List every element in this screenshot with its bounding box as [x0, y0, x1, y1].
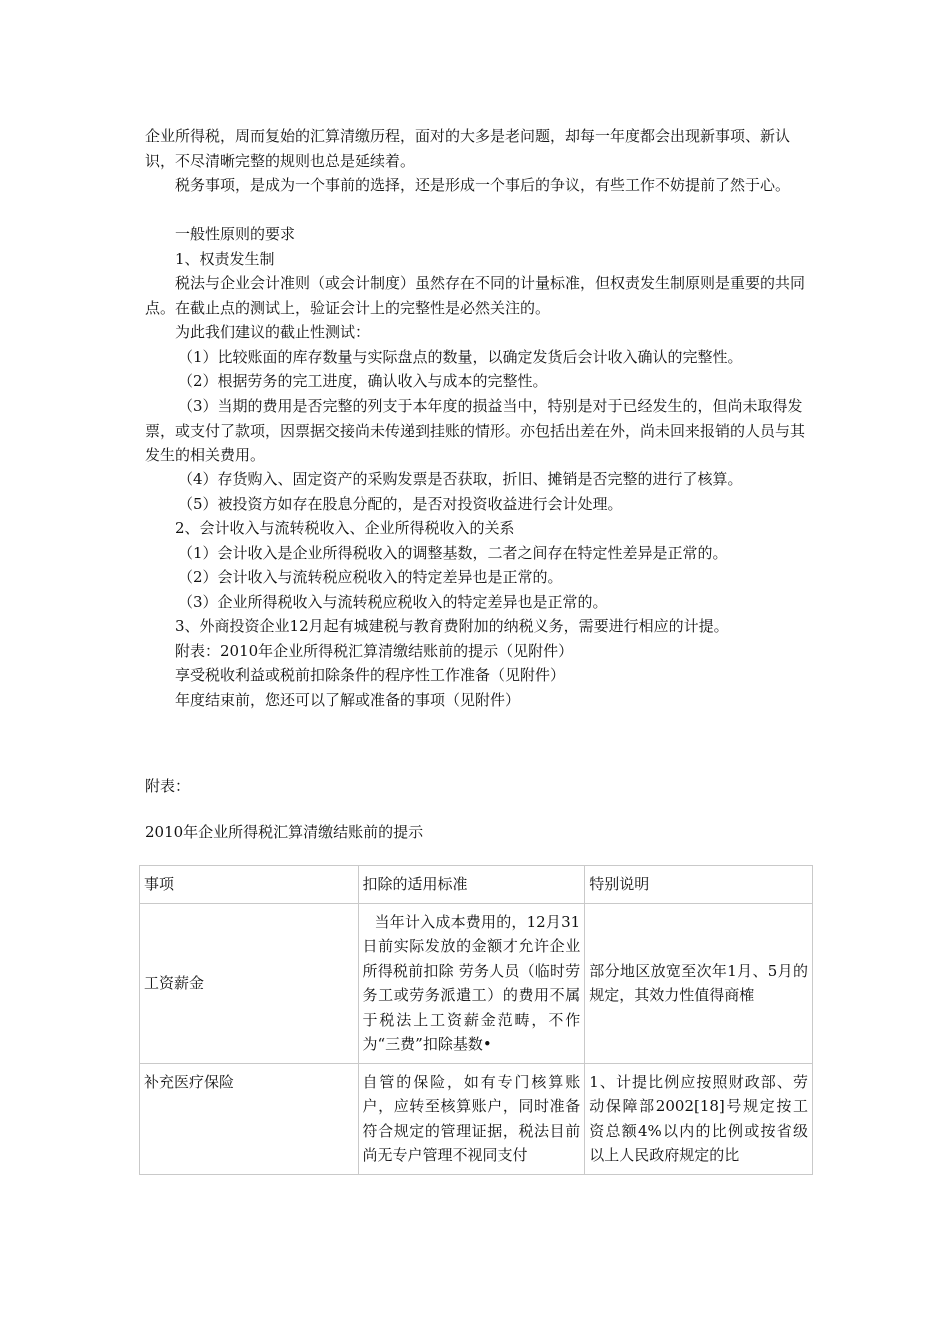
table-cell-item: 补充医疗保险 [140, 1063, 359, 1174]
list-item: （1）会计收入是企业所得税收入的调整基数，二者之间存在特定性差异是正常的。 [178, 544, 728, 562]
table-header-cell: 扣除的适用标准 [358, 866, 585, 904]
body-paragraph: 税法与企业会计准则（或会计制度）虽然存在不同的计量标准，但权责发生制原则是重要的共同点。在截止点的测试上，验证会计上的完整性是必然关注的。 [145, 274, 806, 317]
table-cell-standard: 自管的保险，如有专门核算账户，应转至核算账户，同时准备符合规定的管理证据，税法目前尚无专户管理不视同支付 [358, 1063, 585, 1174]
intro-paragraph: 企业所得税，周而复始的汇算清缴历程，面对的大多是老问题，却每一年度都会出现新事项、新认识，不尽清晰完整的规则也总是延续着。 [145, 127, 791, 170]
table-cell-standard: 当年计入成本费用的，12月31日前实际发放的金额才允许企业所得税前扣除 劳务人员（临时劳务工或劳务派遣工）的费用不属于税法上工资薪金范畴，不作为“三费”扣除基数• [358, 903, 585, 1063]
table-row [140, 903, 813, 1063]
attachment-line: 附表：2010年企业所得税汇算清缴结账前的提示（见附件） [175, 642, 574, 660]
list-item: （3）企业所得税收入与流转税应税收入的特定差异也是正常的。 [178, 593, 608, 611]
table-cell-note: 部分地区放宽至次年1月、5月的规定，其效力性值得商榷 [585, 903, 813, 1063]
attachment-line: 享受税收利益或税前扣除条件的程序性工作准备（见附件） [175, 666, 566, 684]
table-header-cell: 事项 [140, 866, 359, 904]
appendix-title: 2010年企业所得税汇算清缴结账前的提示 [145, 823, 424, 841]
list-item: （5）被投资方如存在股息分配的，是否对投资收益进行会计处理。 [178, 495, 623, 513]
list-item: （2）根据劳务的完工进度，确认收入与成本的完整性。 [178, 372, 548, 390]
section-heading: 2、会计收入与流转税收入、企业所得税收入的关系 [175, 519, 515, 537]
list-item: （3）当期的费用是否完整的列支于本年度的损益当中，特别是对于已经发生的，但尚未取得发票，或支付了款项，因票据交接尚未传递到挂账的情形。亦包括出差在外，尚未回来报销的人员与其发生的相关费用。 [145, 397, 806, 464]
table-header-row [140, 866, 813, 904]
table-header-cell: 特别说明 [585, 866, 813, 904]
table-cell-note: 1、计提比例应按照财政部、劳动保障部2002[18]号规定按工资总额4%以内的比例或按省级以上人民政府规定的比 [585, 1063, 813, 1174]
section-heading: 1、权责发生制 [175, 250, 275, 268]
section-heading: 3、外商投资企业12月起有城建税与教育费附加的纳税义务，需要进行相应的计提。 [175, 617, 729, 635]
table-cell-item: 工资薪金 [140, 903, 359, 1063]
list-item: （1）比较账面的库存数量与实际盘点的数量，以确定发货后会计收入确认的完整性。 [178, 348, 743, 366]
intro-paragraph: 税务事项，是成为一个事前的选择，还是形成一个事后的争议，有些工作不妨提前了然于心。 [175, 176, 791, 194]
list-item: （2）会计收入与流转税应税收入的特定差异也是正常的。 [178, 568, 563, 586]
section-heading: 一般性原则的要求 [175, 225, 296, 243]
body-paragraph: 为此我们建议的截止性测试： [175, 323, 371, 341]
attachment-line: 年度结束前，您还可以了解或准备的事项（见附件） [175, 691, 521, 709]
appendix-label: 附表： [145, 777, 191, 795]
list-item: （4）存货购入、固定资产的采购发票是否获取，折旧、摊销是否完整的进行了核算。 [178, 470, 743, 488]
tax-table [139, 865, 813, 1175]
table-row [140, 1063, 813, 1174]
